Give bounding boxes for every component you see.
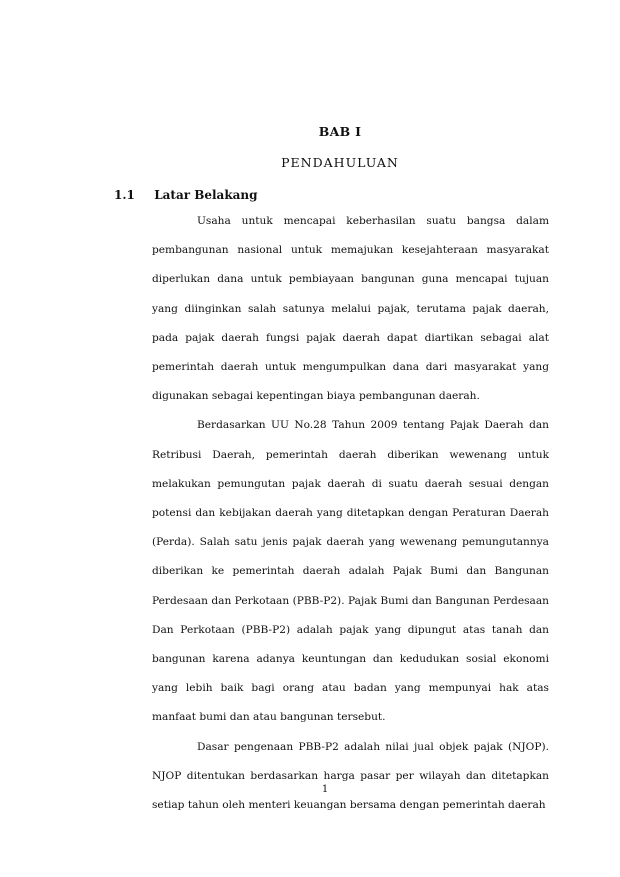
section-heading [114, 188, 258, 202]
chapter-number: BAB I [318, 124, 362, 139]
page-number: 1 [321, 784, 329, 795]
section-number: 1.1 [114, 188, 135, 202]
body-text [152, 207, 549, 820]
paragraph: Usaha untuk mencapai keberhasilan suatu bangsa dalam pembangunan nasional untuk memajukan kesejahteraan masyarakat diperlukan dana untuk pembiayaan bangunan guna mencapai tujuan yang diinginkan salah satunya melalui pajak, terutama pajak daerah, pada pajak daerah fungsi pajak daerah dapat diartikan sebagai alat pemerintah daerah untuk mengumpulkan dana dari masyarakat yang digunakan sebagai kepentingan biaya pembangunan daerah. [152, 215, 549, 403]
section-title: Latar Belakang [154, 188, 258, 202]
chapter-title: PENDAHULUAN [281, 155, 399, 170]
paragraph: Dasar pengenaan PBB-P2 adalah nilai jual objek pajak (NJOP). NJOP ditentukan berdasarkan harga pasar per wilayah dan ditetapkan setiap tahun oleh menteri keuangan bersama dengan pemerintah daerah [152, 740, 549, 812]
paragraph: Berdasarkan UU No.28 Tahun 2009 tentang Pajak Daerah dan Retribusi Daerah, pemerintah daerah diberikan wewenang untuk melakukan pemungutan pajak daerah di suatu daerah sesuai dengan potensi dan kebijakan daerah yang ditetapkan dengan Peraturan Daerah (Perda). Salah satu jenis pajak daerah yang wewenang pemungutannya diberikan ke pemerintah daerah adalah Pajak Bumi dan Bangunan Perdesaan dan Perkotaan (PBB-P2). Pajak Bumi dan Bangunan Perdesaan Dan Perkotaan (PBB-P2) adalah pajak yang dipungut atas tanah dan bangunan karena adanya keuntungan dan kedudukan sosial ekonomi yang lebih baik bagi orang atau badan yang mempunyai hak atas manfaat bumi dan atau bangunan tersebut. [152, 419, 549, 724]
